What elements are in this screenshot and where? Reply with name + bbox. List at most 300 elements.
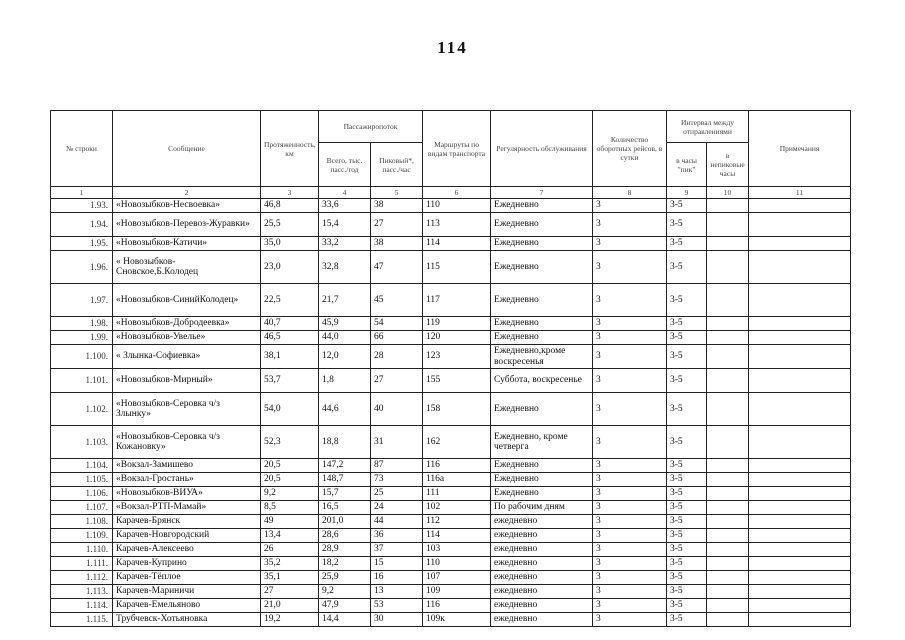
route-number-cell: 110: [423, 557, 491, 571]
length-cell: 21,0: [261, 599, 319, 613]
interval-off-peak-cell: [707, 331, 749, 345]
message-cell: Карачев-Брянск: [113, 515, 261, 529]
length-cell: 20,5: [261, 459, 319, 473]
passenger-peak-cell: 13: [371, 585, 423, 599]
trips-count-cell: 3: [593, 543, 667, 557]
table-row: [51, 543, 851, 557]
interval-peak-cell: 3-5: [667, 459, 707, 473]
length-cell: 8,5: [261, 501, 319, 515]
trips-count-cell: 3: [593, 331, 667, 345]
interval-off-peak-cell: [707, 529, 749, 543]
table-row: [51, 251, 851, 284]
passenger-total-cell: 12,0: [319, 345, 371, 369]
column-number: 7: [491, 187, 593, 199]
interval-peak-cell: 3-5: [667, 543, 707, 557]
passenger-peak-cell: 66: [371, 331, 423, 345]
header-trips-count: Количество оборотных рейсов, в сутки: [593, 111, 667, 187]
passenger-peak-cell: 47: [371, 251, 423, 284]
trips-count-cell: 3: [593, 613, 667, 627]
table-body: [51, 199, 851, 627]
regularity-cell: ежедневно: [491, 557, 593, 571]
passenger-total-cell: 32,8: [319, 251, 371, 284]
row-number-cell: 1.102.: [51, 393, 113, 426]
header-passenger-flow: Пассажиропоток: [319, 111, 423, 143]
header-peak-hours: в часы "пик": [667, 143, 707, 187]
trips-count-cell: 3: [593, 585, 667, 599]
notes-cell: [749, 515, 851, 529]
interval-off-peak-cell: [707, 317, 749, 331]
length-cell: 20,5: [261, 473, 319, 487]
route-number-cell: 112: [423, 515, 491, 529]
regularity-cell: Ежедневно: [491, 237, 593, 251]
length-cell: 53,7: [261, 369, 319, 393]
regularity-cell: Ежедневно: [491, 473, 593, 487]
table-row: [51, 515, 851, 529]
trips-count-cell: 3: [593, 487, 667, 501]
interval-off-peak-cell: [707, 393, 749, 426]
row-number-cell: 1.112.: [51, 571, 113, 585]
header-peak: Пиковый*, пасс./час: [371, 143, 423, 187]
passenger-total-cell: 15,4: [319, 213, 371, 237]
interval-peak-cell: 3-5: [667, 501, 707, 515]
message-cell: «Новозыбков-Серовка ч/з Злынку»: [113, 393, 261, 426]
route-number-cell: 103: [423, 543, 491, 557]
length-cell: 49: [261, 515, 319, 529]
message-cell: Карачев-Алексеево: [113, 543, 261, 557]
regularity-cell: Ежедневно: [491, 317, 593, 331]
length-cell: 13,4: [261, 529, 319, 543]
table-row: [51, 199, 851, 213]
routes-table: [50, 110, 851, 627]
interval-peak-cell: 3-5: [667, 393, 707, 426]
notes-cell: [749, 543, 851, 557]
column-number: 8: [593, 187, 667, 199]
table-row: [51, 426, 851, 459]
passenger-total-cell: 201,0: [319, 515, 371, 529]
notes-cell: [749, 613, 851, 627]
table-row: [51, 345, 851, 369]
route-number-cell: 109к: [423, 613, 491, 627]
interval-peak-cell: 3-5: [667, 473, 707, 487]
regularity-cell: Ежедневно, кроме четверга: [491, 426, 593, 459]
interval-off-peak-cell: [707, 599, 749, 613]
message-cell: Карачев-Мариничи: [113, 585, 261, 599]
passenger-total-cell: 14,4: [319, 613, 371, 627]
passenger-peak-cell: 36: [371, 529, 423, 543]
message-cell: Карачев-Куприно: [113, 557, 261, 571]
table-row: [51, 501, 851, 515]
notes-cell: [749, 529, 851, 543]
table-row: [51, 459, 851, 473]
passenger-total-cell: 33,2: [319, 237, 371, 251]
column-number: 2: [113, 187, 261, 199]
header-row-no: № строки: [51, 111, 113, 187]
row-number-cell: 1.103.: [51, 426, 113, 459]
notes-cell: [749, 251, 851, 284]
table-row: [51, 599, 851, 613]
table-row: [51, 284, 851, 317]
trips-count-cell: 3: [593, 459, 667, 473]
message-cell: «Новозыбков-Серовка ч/з Кожановку»: [113, 426, 261, 459]
passenger-peak-cell: 40: [371, 393, 423, 426]
interval-off-peak-cell: [707, 585, 749, 599]
interval-off-peak-cell: [707, 571, 749, 585]
regularity-cell: Ежедневно: [491, 459, 593, 473]
interval-peak-cell: 3-5: [667, 284, 707, 317]
page-number: 114: [437, 38, 468, 57]
column-number-row: [51, 187, 851, 199]
table-row: [51, 237, 851, 251]
interval-off-peak-cell: [707, 487, 749, 501]
row-number-cell: 1.98.: [51, 317, 113, 331]
notes-cell: [749, 237, 851, 251]
length-cell: 46,5: [261, 331, 319, 345]
column-number: 9: [667, 187, 707, 199]
passenger-total-cell: 44,0: [319, 331, 371, 345]
notes-cell: [749, 393, 851, 426]
regularity-cell: ежедневно: [491, 599, 593, 613]
passenger-peak-cell: 44: [371, 515, 423, 529]
interval-off-peak-cell: [707, 557, 749, 571]
interval-peak-cell: 3-5: [667, 529, 707, 543]
route-number-cell: 116а: [423, 473, 491, 487]
interval-off-peak-cell: [707, 284, 749, 317]
route-number-cell: 119: [423, 317, 491, 331]
regularity-cell: ежедневно: [491, 613, 593, 627]
notes-cell: [749, 599, 851, 613]
message-cell: Карачев-Тёплое: [113, 571, 261, 585]
passenger-total-cell: 33,6: [319, 199, 371, 213]
route-number-cell: 102: [423, 501, 491, 515]
trips-count-cell: 3: [593, 284, 667, 317]
message-cell: Карачев-Емельяново: [113, 599, 261, 613]
notes-cell: [749, 501, 851, 515]
table-row: [51, 369, 851, 393]
passenger-total-cell: 1,8: [319, 369, 371, 393]
row-number-cell: 1.106.: [51, 487, 113, 501]
table-row: [51, 487, 851, 501]
table-row: [51, 331, 851, 345]
trips-count-cell: 3: [593, 213, 667, 237]
interval-peak-cell: 3-5: [667, 331, 707, 345]
length-cell: 52,3: [261, 426, 319, 459]
trips-count-cell: 3: [593, 251, 667, 284]
regularity-cell: Ежедневно: [491, 213, 593, 237]
route-number-cell: 116: [423, 459, 491, 473]
header-off-peak-hours: в непиковые часы: [707, 143, 749, 187]
regularity-cell: ежедневно: [491, 543, 593, 557]
interval-off-peak-cell: [707, 345, 749, 369]
interval-peak-cell: 3-5: [667, 613, 707, 627]
passenger-total-cell: 148,7: [319, 473, 371, 487]
notes-cell: [749, 459, 851, 473]
length-cell: 23,0: [261, 251, 319, 284]
row-number-cell: 1.101.: [51, 369, 113, 393]
header-total: Всего, тыс. пасс./год: [319, 143, 371, 187]
passenger-total-cell: 15,7: [319, 487, 371, 501]
regularity-cell: Суббота, воскресенье: [491, 369, 593, 393]
row-number-cell: 1.108.: [51, 515, 113, 529]
column-number: 5: [371, 187, 423, 199]
route-number-cell: 113: [423, 213, 491, 237]
route-number-cell: 155: [423, 369, 491, 393]
interval-off-peak-cell: [707, 515, 749, 529]
message-cell: «Вокзал-РТП-Мамай»: [113, 501, 261, 515]
interval-off-peak-cell: [707, 237, 749, 251]
row-number-cell: 1.114.: [51, 599, 113, 613]
trips-count-cell: 3: [593, 473, 667, 487]
notes-cell: [749, 284, 851, 317]
interval-off-peak-cell: [707, 426, 749, 459]
passenger-peak-cell: 38: [371, 199, 423, 213]
interval-peak-cell: 3-5: [667, 213, 707, 237]
passenger-peak-cell: 27: [371, 213, 423, 237]
column-number: 4: [319, 187, 371, 199]
message-cell: «Новозыбков-ВИУА»: [113, 487, 261, 501]
interval-peak-cell: 3-5: [667, 599, 707, 613]
route-number-cell: 110: [423, 199, 491, 213]
table-row: [51, 393, 851, 426]
row-number-cell: 1.110.: [51, 543, 113, 557]
message-cell: «Новозыбков-Перевоз-Журавки»: [113, 213, 261, 237]
column-number: 3: [261, 187, 319, 199]
notes-cell: [749, 213, 851, 237]
notes-cell: [749, 571, 851, 585]
length-cell: 9,2: [261, 487, 319, 501]
length-cell: 35,2: [261, 557, 319, 571]
header-notes: Примечания: [749, 111, 851, 187]
interval-peak-cell: 3-5: [667, 426, 707, 459]
interval-off-peak-cell: [707, 459, 749, 473]
trips-count-cell: 3: [593, 557, 667, 571]
notes-cell: [749, 473, 851, 487]
regularity-cell: Ежедневно: [491, 393, 593, 426]
trips-count-cell: 3: [593, 426, 667, 459]
interval-off-peak-cell: [707, 543, 749, 557]
route-number-cell: 158: [423, 393, 491, 426]
passenger-peak-cell: 87: [371, 459, 423, 473]
route-number-cell: 123: [423, 345, 491, 369]
row-number-cell: 1.95.: [51, 237, 113, 251]
column-number: 11: [749, 187, 851, 199]
header-interval: Интервал между отправлениями: [667, 111, 749, 143]
header-length: Протяженность, км: [261, 111, 319, 187]
length-cell: 35,0: [261, 237, 319, 251]
row-number-cell: 1.107.: [51, 501, 113, 515]
length-cell: 19,2: [261, 613, 319, 627]
passenger-peak-cell: 25: [371, 487, 423, 501]
passenger-peak-cell: 24: [371, 501, 423, 515]
passenger-total-cell: 21,7: [319, 284, 371, 317]
trips-count-cell: 3: [593, 515, 667, 529]
route-number-cell: 120: [423, 331, 491, 345]
passenger-total-cell: 18,2: [319, 557, 371, 571]
trips-count-cell: 3: [593, 237, 667, 251]
notes-cell: [749, 199, 851, 213]
regularity-cell: Ежедневно: [491, 331, 593, 345]
notes-cell: [749, 369, 851, 393]
message-cell: «Новозыбков-Добродеевка»: [113, 317, 261, 331]
notes-cell: [749, 345, 851, 369]
header-regularity: Регулярность обслуживания: [491, 111, 593, 187]
route-number-cell: 111: [423, 487, 491, 501]
regularity-cell: Ежедневно: [491, 487, 593, 501]
trips-count-cell: 3: [593, 345, 667, 369]
table-row: [51, 585, 851, 599]
interval-peak-cell: 3-5: [667, 369, 707, 393]
table-row: [51, 213, 851, 237]
regularity-cell: ежедневно: [491, 571, 593, 585]
notes-cell: [749, 317, 851, 331]
route-number-cell: 114: [423, 529, 491, 543]
route-number-cell: 107: [423, 571, 491, 585]
regularity-cell: Ежедневно: [491, 251, 593, 284]
passenger-total-cell: 28,6: [319, 529, 371, 543]
length-cell: 46,8: [261, 199, 319, 213]
regularity-cell: ежедневно: [491, 515, 593, 529]
notes-cell: [749, 426, 851, 459]
row-number-cell: 1.99.: [51, 331, 113, 345]
trips-count-cell: 3: [593, 501, 667, 515]
interval-off-peak-cell: [707, 473, 749, 487]
notes-cell: [749, 557, 851, 571]
passenger-peak-cell: 54: [371, 317, 423, 331]
interval-peak-cell: 3-5: [667, 515, 707, 529]
interval-off-peak-cell: [707, 501, 749, 515]
passenger-total-cell: 25,9: [319, 571, 371, 585]
passenger-peak-cell: 73: [371, 473, 423, 487]
message-cell: «Новозыбков-Несвоевка»: [113, 199, 261, 213]
message-cell: «Вокзал-Гростань»: [113, 473, 261, 487]
row-number-cell: 1.105.: [51, 473, 113, 487]
table-row: [51, 473, 851, 487]
route-number-cell: 117: [423, 284, 491, 317]
regularity-cell: Ежедневно,кроме воскресенья: [491, 345, 593, 369]
length-cell: 54,0: [261, 393, 319, 426]
interval-peak-cell: 3-5: [667, 557, 707, 571]
passenger-peak-cell: 28: [371, 345, 423, 369]
table-row: [51, 613, 851, 627]
message-cell: «Новозыбков-Увелье»: [113, 331, 261, 345]
passenger-total-cell: 9,2: [319, 585, 371, 599]
interval-off-peak-cell: [707, 213, 749, 237]
table-header: [51, 111, 851, 199]
trips-count-cell: 3: [593, 529, 667, 543]
trips-count-cell: 3: [593, 369, 667, 393]
message-cell: «Новозыбков-СинийКолодец»: [113, 284, 261, 317]
trips-count-cell: 3: [593, 199, 667, 213]
passenger-peak-cell: 15: [371, 557, 423, 571]
route-number-cell: 162: [423, 426, 491, 459]
interval-peak-cell: 3-5: [667, 199, 707, 213]
row-number-cell: 1.96.: [51, 251, 113, 284]
header-message: Сообщение: [113, 111, 261, 187]
notes-cell: [749, 487, 851, 501]
interval-peak-cell: 3-5: [667, 345, 707, 369]
header-routes: Маршруты по видам транспорта: [423, 111, 491, 187]
length-cell: 38,1: [261, 345, 319, 369]
route-number-cell: 116: [423, 599, 491, 613]
passenger-total-cell: 28,9: [319, 543, 371, 557]
message-cell: «Новозыбков-Мирный»: [113, 369, 261, 393]
length-cell: 26: [261, 543, 319, 557]
interval-peak-cell: 3-5: [667, 571, 707, 585]
trips-count-cell: 3: [593, 317, 667, 331]
row-number-cell: 1.109.: [51, 529, 113, 543]
row-number-cell: 1.97.: [51, 284, 113, 317]
interval-peak-cell: 3-5: [667, 487, 707, 501]
length-cell: 25,5: [261, 213, 319, 237]
row-number-cell: 1.104.: [51, 459, 113, 473]
route-number-cell: 115: [423, 251, 491, 284]
passenger-peak-cell: 16: [371, 571, 423, 585]
passenger-peak-cell: 37: [371, 543, 423, 557]
passenger-peak-cell: 45: [371, 284, 423, 317]
length-cell: 27: [261, 585, 319, 599]
regularity-cell: Ежедневно: [491, 199, 593, 213]
passenger-peak-cell: 31: [371, 426, 423, 459]
length-cell: 35,1: [261, 571, 319, 585]
row-number-cell: 1.94.: [51, 213, 113, 237]
regularity-cell: Ежедневно: [491, 284, 593, 317]
passenger-total-cell: 18,8: [319, 426, 371, 459]
row-number-cell: 1.93.: [51, 199, 113, 213]
trips-count-cell: 3: [593, 571, 667, 585]
length-cell: 40,7: [261, 317, 319, 331]
passenger-total-cell: 147,2: [319, 459, 371, 473]
interval-off-peak-cell: [707, 251, 749, 284]
passenger-total-cell: 44,6: [319, 393, 371, 426]
interval-off-peak-cell: [707, 369, 749, 393]
passenger-peak-cell: 38: [371, 237, 423, 251]
route-number-cell: 114: [423, 237, 491, 251]
route-number-cell: 109: [423, 585, 491, 599]
message-cell: « Новозыбков-Сновское,Б.Колодец: [113, 251, 261, 284]
column-number: 10: [707, 187, 749, 199]
table-row: [51, 571, 851, 585]
trips-count-cell: 3: [593, 599, 667, 613]
column-number: 1: [51, 187, 113, 199]
message-cell: Карачев-Новгородский: [113, 529, 261, 543]
passenger-total-cell: 45,9: [319, 317, 371, 331]
regularity-cell: По рабочим дням: [491, 501, 593, 515]
passenger-peak-cell: 27: [371, 369, 423, 393]
interval-off-peak-cell: [707, 199, 749, 213]
regularity-cell: ежедневно: [491, 585, 593, 599]
passenger-total-cell: 47,9: [319, 599, 371, 613]
row-number-cell: 1.111.: [51, 557, 113, 571]
trips-count-cell: 3: [593, 393, 667, 426]
notes-cell: [749, 331, 851, 345]
message-cell: «Новозыбков-Катичи»: [113, 237, 261, 251]
message-cell: «Вокзал-Замишево: [113, 459, 261, 473]
row-number-cell: 1.113.: [51, 585, 113, 599]
table-row: [51, 317, 851, 331]
passenger-total-cell: 16,5: [319, 501, 371, 515]
column-number: 6: [423, 187, 491, 199]
interval-peak-cell: 3-5: [667, 317, 707, 331]
interval-peak-cell: 3-5: [667, 237, 707, 251]
notes-cell: [749, 585, 851, 599]
interval-off-peak-cell: [707, 613, 749, 627]
interval-peak-cell: 3-5: [667, 251, 707, 284]
passenger-peak-cell: 30: [371, 613, 423, 627]
message-cell: Трубчевск-Хотьяновка: [113, 613, 261, 627]
regularity-cell: ежедневно: [491, 529, 593, 543]
row-number-cell: 1.115.: [51, 613, 113, 627]
passenger-peak-cell: 53: [371, 599, 423, 613]
message-cell: « Злынка-Софиевка»: [113, 345, 261, 369]
